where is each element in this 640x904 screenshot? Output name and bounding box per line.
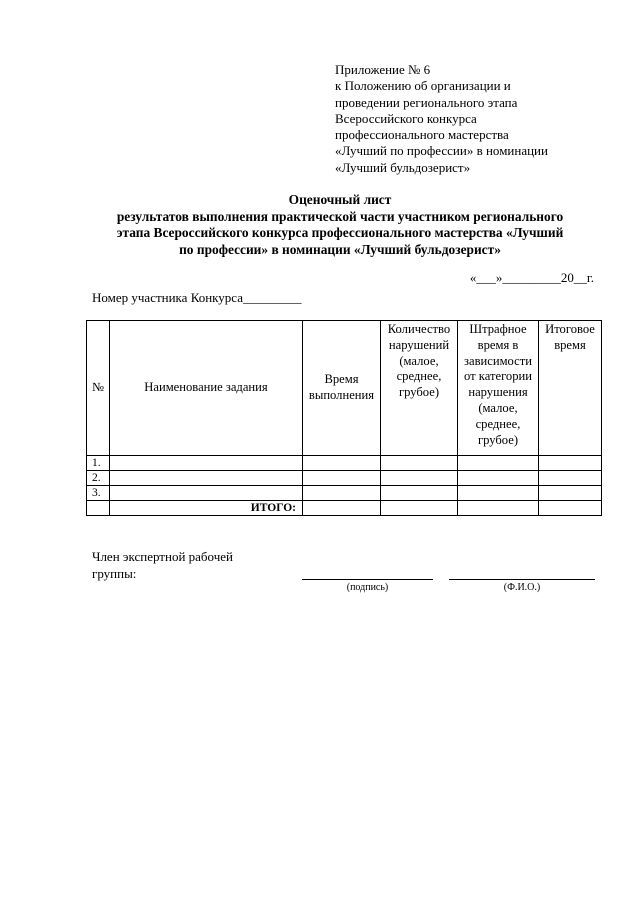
cell-total-violations[interactable] [381,501,458,516]
appendix-line: к Положению об организации и [335,78,511,94]
name-line[interactable] [449,579,595,580]
participant-number-field: Номер участника Конкурса_________ [92,290,302,305]
table-row [87,456,602,471]
appendix-note [335,62,615,176]
cell-time[interactable] [303,456,381,471]
total-label: ИТОГО: [110,501,303,516]
header-total-time: Итоговое время [539,321,602,456]
row-number: 1. [87,456,110,471]
header-violations: Количество нарушений (малое, среднее, грубое) [381,321,458,456]
appendix-line: «Лучший бульдозерист» [335,159,471,175]
signature-caption: (подпись) [346,582,389,593]
cell-violations[interactable] [381,471,458,486]
row-number: 3. [87,486,110,501]
table-row [87,471,602,486]
cell-time[interactable] [303,471,381,486]
appendix-line: «Лучший по профессии» в номинации [335,143,548,159]
header-number: № [87,321,110,456]
cell-violations[interactable] [381,456,458,471]
table-row [87,486,602,501]
header-task-name: Наименование задания [110,321,303,456]
appendix-line: профессионального мастерства [335,127,509,143]
appendix-line: Всероссийского конкурса [335,110,477,126]
cell-time[interactable] [303,486,381,501]
cell-penalty[interactable] [458,471,539,486]
cell-total-time[interactable] [539,456,602,471]
cell-total-time[interactable] [539,471,602,486]
date-field: «___»_________20__г. [469,270,594,285]
appendix-line: проведении регионального этапа [335,94,518,110]
total-empty-cell [87,501,110,516]
cell-penalty[interactable] [458,486,539,501]
cell-total-penalty[interactable] [458,501,539,516]
title-line: по профессии» в номинации «Лучший бульдозерист» [179,241,501,257]
signature-line[interactable] [302,579,433,580]
member-line: Член экспертной рабочей [92,549,233,564]
header-time: Время выполнения [303,321,381,456]
cell-total-time-sum[interactable] [303,501,381,516]
cell-task-name[interactable] [110,471,303,486]
cell-task-name[interactable] [110,486,303,501]
cell-total-time[interactable] [539,486,602,501]
member-line: группы: [92,566,137,581]
cell-violations[interactable] [381,486,458,501]
cell-task-name[interactable] [110,456,303,471]
cell-total-final[interactable] [539,501,602,516]
document-title [70,192,610,258]
title-line: результатов выполнения практической части участником регионального [116,208,564,224]
title-line: этапа Всероссийского конкурса профессионального мастерства «Лучший [116,225,564,241]
title-line: Оценочный лист [288,192,392,207]
appendix-line: Приложение № 6 [335,62,431,77]
total-row [87,501,602,516]
header-penalty: Штрафное время в зависимости от категории нарушения (малое, среднее, грубое) [458,321,539,456]
name-caption: (Ф.И.О.) [503,582,541,593]
row-number: 2. [87,471,110,486]
expert-member-label [92,548,233,582]
cell-penalty[interactable] [458,456,539,471]
score-table [86,320,602,516]
